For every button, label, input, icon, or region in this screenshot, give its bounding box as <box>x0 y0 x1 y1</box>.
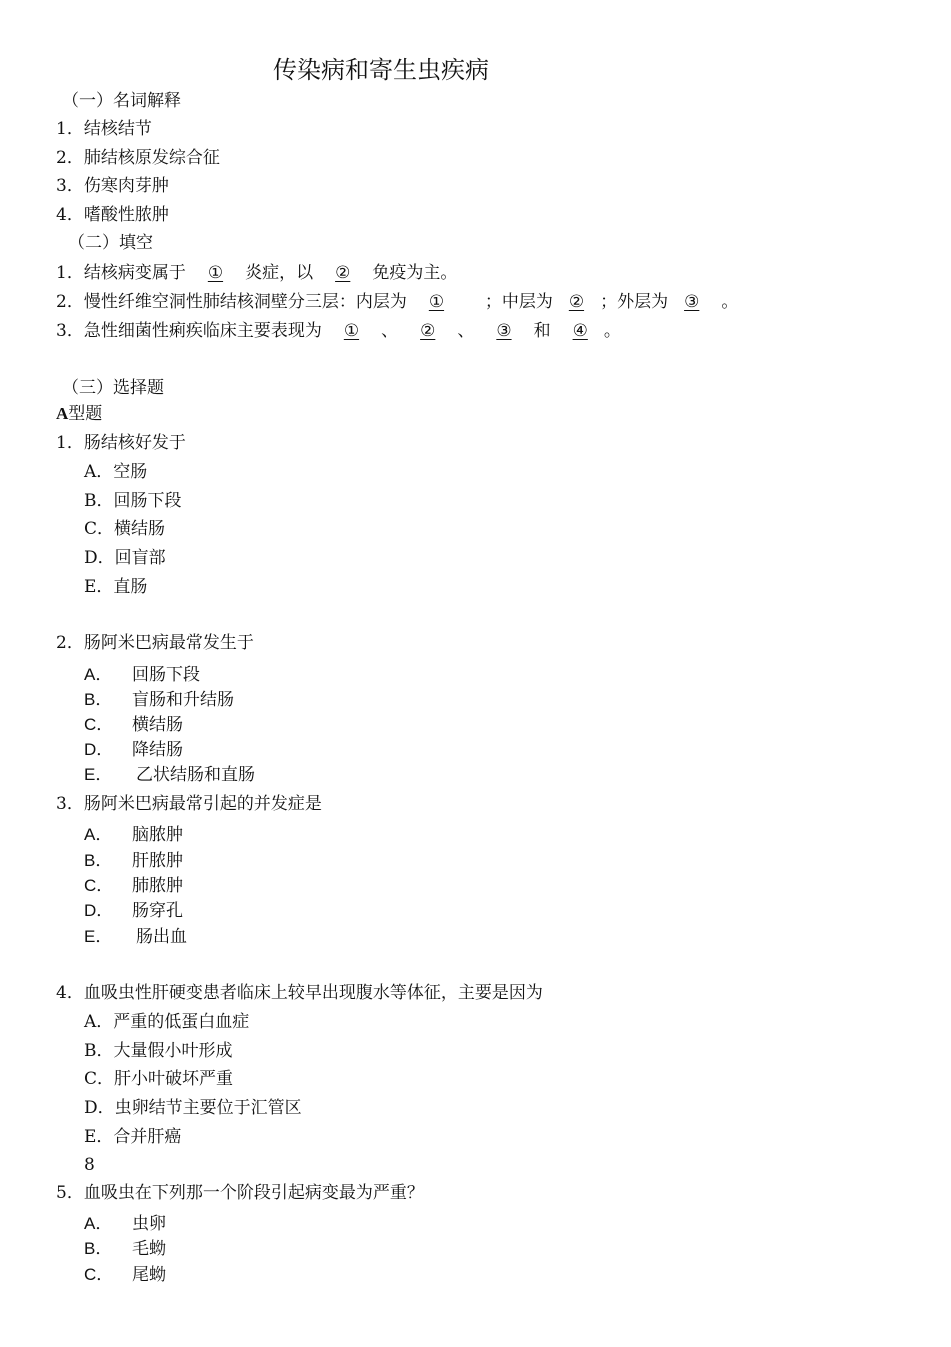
option-text: 尾蚴 <box>132 1265 166 1285</box>
fill-q1-blank-1: ① <box>207 263 224 283</box>
option-letter: C． <box>84 1265 114 1284</box>
fill-q3-sep-1: 、 <box>381 321 399 341</box>
fill-q3-sep-2: 、 <box>457 321 475 341</box>
term-item: 3．伤寒肉芽肿 <box>56 176 169 196</box>
option-text: 肠出血 <box>136 927 187 947</box>
option-letter: A． <box>84 1214 113 1233</box>
option-letter: B． <box>84 1239 113 1258</box>
answer-option <box>84 1264 166 1286</box>
option-text: 毛蚴 <box>132 1239 166 1259</box>
option-letter: D． <box>84 901 114 920</box>
answer-option <box>84 664 200 686</box>
answer-option: C．横结肠 <box>84 519 166 539</box>
option-text: 肝脓肿 <box>132 851 183 871</box>
option-letter: E． <box>84 765 113 784</box>
fill-q3-blank-3: ③ <box>496 321 512 341</box>
term-item: 2．肺结核原发综合征 <box>56 148 220 168</box>
answer-option: D．回盲部 <box>84 548 166 568</box>
question-stem: 1．肠结核好发于 <box>56 433 186 453</box>
fill-q1-suffix: 免疫为主。 <box>372 263 458 283</box>
option-letter: E． <box>84 927 113 946</box>
option-text: 虫卵 <box>132 1214 166 1234</box>
answer-option <box>84 764 255 786</box>
question-stem: 4．血吸虫性肝硬变患者临床上较早出现腹水等体征，主要是因为 <box>56 983 543 1003</box>
option-text: 脑脓肿 <box>132 825 183 845</box>
answer-option: C．肝小叶破坏严重 <box>84 1069 234 1089</box>
option-letter: B． <box>84 851 113 870</box>
fill-question-1 <box>56 262 457 284</box>
option-letter: A． <box>84 825 113 844</box>
option-text: 回肠下段 <box>132 665 200 685</box>
question-type-rest: 型题 <box>68 404 103 424</box>
answer-option: E．合并肝癌 <box>84 1127 182 1147</box>
option-text: 横结肠 <box>132 715 183 735</box>
question-stem: 5．血吸虫在下列那一个阶段引起病变最为严重？ <box>56 1183 424 1203</box>
fill-q3-blank-2: ② <box>420 321 436 341</box>
option-letter: C． <box>84 715 114 734</box>
fill-q3-prefix: 3．急性细菌性痢疾临床主要表现为 <box>56 321 322 341</box>
answer-option <box>84 900 183 922</box>
page-number: 8 <box>84 1155 95 1175</box>
option-letter: A． <box>84 665 113 684</box>
answer-option: B．回肠下段 <box>84 491 182 511</box>
option-text: 肺脓肿 <box>132 876 183 896</box>
fill-q2-prefix: 2．慢性纤维空洞性肺结核洞壁分三层：内层为 <box>56 292 407 312</box>
term-item: 4．嗜酸性脓肿 <box>56 205 169 225</box>
fill-question-2 <box>56 291 738 313</box>
section3-heading: （三）选择题 <box>62 378 164 398</box>
fill-q2-suffix: 。 <box>721 292 739 312</box>
answer-option: A．空肠 <box>84 462 148 482</box>
option-text: 降结肠 <box>132 740 183 760</box>
fill-q2-blank-2: ② <box>568 292 585 312</box>
question-type-letter: A <box>56 404 69 423</box>
option-text: 肠穿孔 <box>132 901 183 921</box>
answer-option: D．虫卵结节主要位于汇管区 <box>84 1098 302 1118</box>
option-text: 乙状结肠和直肠 <box>136 765 255 785</box>
answer-option <box>84 926 187 948</box>
fill-q2-sep2: ；外层为 <box>600 292 669 312</box>
fill-q3-suffix: 。 <box>603 321 621 341</box>
section1-heading: （一）名词解释 <box>62 91 181 111</box>
fill-q2-sep1: ；中层为 <box>484 292 553 312</box>
fill-q1-blank-2: ② <box>335 263 351 283</box>
option-letter: B． <box>84 690 113 709</box>
answer-option: B．大量假小叶形成 <box>84 1041 233 1061</box>
section2-heading: （二）填空 <box>68 233 153 253</box>
question-stem: 2．肠阿米巴病最常发生于 <box>56 633 254 653</box>
answer-option <box>84 739 183 761</box>
option-letter: C． <box>84 876 114 895</box>
answer-option <box>84 714 183 736</box>
fill-q3-sep-3: 和 <box>533 321 551 341</box>
answer-option <box>84 1238 166 1260</box>
answer-option <box>84 824 183 846</box>
answer-option: E．直肠 <box>84 577 148 597</box>
fill-q3-blank-4: ④ <box>572 321 588 341</box>
page-title: 传染病和寄生虫疾病 <box>273 56 489 84</box>
answer-option <box>84 850 183 872</box>
answer-option <box>84 1213 166 1235</box>
fill-q1-prefix: 1．结核病变属于 <box>56 263 186 283</box>
option-text: 盲肠和升结肠 <box>132 690 234 710</box>
answer-option <box>84 689 234 711</box>
answer-option: A．严重的低蛋白血症 <box>84 1012 250 1032</box>
fill-q3-blank-1: ① <box>343 321 360 341</box>
option-letter: D． <box>84 740 114 759</box>
fill-q2-blank-3: ③ <box>684 292 700 312</box>
fill-q2-blank-1: ① <box>428 292 445 312</box>
term-item: 1．结核结节 <box>56 119 152 139</box>
fill-question-3 <box>56 320 621 342</box>
fill-q1-mid: 炎症，以 <box>245 263 314 283</box>
answer-option <box>84 875 183 897</box>
question-stem: 3．肠阿米巴病最常引起的并发症是 <box>56 794 322 814</box>
question-type-label <box>56 403 102 425</box>
